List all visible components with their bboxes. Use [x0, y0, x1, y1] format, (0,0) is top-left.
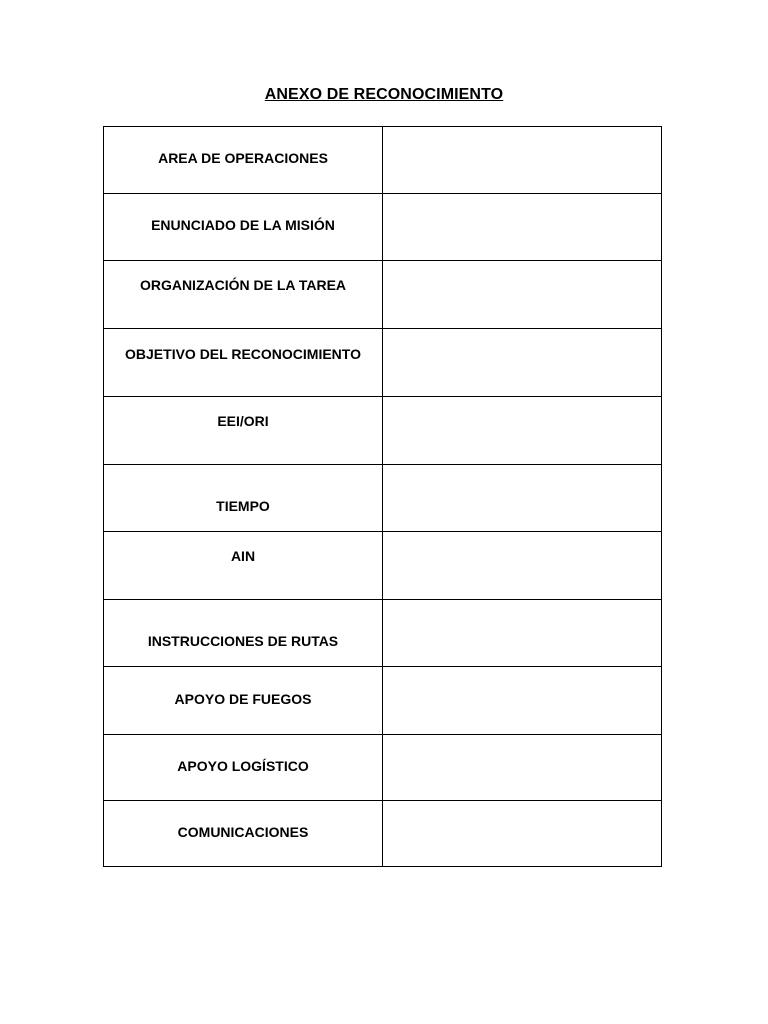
- reconnaissance-form-table: [103, 126, 662, 867]
- table-row: [104, 397, 662, 465]
- table-row: [104, 261, 662, 329]
- row-label: ORGANIZACIÓN DE LA TAREA: [139, 277, 347, 293]
- row-label: INSTRUCCIONES DE RUTAS: [147, 633, 339, 649]
- row-label: AREA DE OPERACIONES: [158, 150, 328, 166]
- table-row: [104, 194, 662, 261]
- row-label-cell: [104, 532, 383, 600]
- row-label: APOYO DE FUEGOS: [174, 691, 312, 707]
- row-label-cell: [104, 329, 383, 397]
- row-label: OBJETIVO DEL RECONOCIMIENTO: [125, 346, 361, 362]
- document-title: ANEXO DE RECONOCIMIENTO: [264, 86, 504, 103]
- table-row: [104, 667, 662, 735]
- table-row: [104, 801, 662, 867]
- row-value-cell[interactable]: [383, 532, 662, 600]
- table-row: [104, 532, 662, 600]
- row-label-cell: [104, 127, 383, 194]
- row-label-cell: [104, 261, 383, 329]
- table-row: [104, 127, 662, 194]
- row-value-cell[interactable]: [383, 127, 662, 194]
- row-label: APOYO LOGÍSTICO: [177, 758, 309, 774]
- row-value-cell[interactable]: [383, 194, 662, 261]
- row-label-cell: [104, 465, 383, 532]
- row-value-cell[interactable]: [383, 735, 662, 801]
- row-label-cell: [104, 397, 383, 465]
- row-label-cell: [104, 600, 383, 667]
- row-value-cell[interactable]: [383, 801, 662, 867]
- row-value-cell[interactable]: [383, 465, 662, 532]
- row-label-cell: [104, 667, 383, 735]
- table-row: [104, 735, 662, 801]
- row-value-cell[interactable]: [383, 397, 662, 465]
- row-label: AIN: [230, 548, 256, 564]
- row-label: ENUNCIADO DE LA MISIÓN: [151, 217, 335, 233]
- row-value-cell[interactable]: [383, 329, 662, 397]
- row-label: EEI/ORI: [217, 413, 269, 429]
- row-label-cell: [104, 194, 383, 261]
- row-label-cell: [104, 735, 383, 801]
- row-value-cell[interactable]: [383, 261, 662, 329]
- row-label: TIEMPO: [216, 498, 270, 514]
- row-value-cell[interactable]: [383, 600, 662, 667]
- row-label: COMUNICACIONES: [177, 824, 309, 840]
- table-row: [104, 465, 662, 532]
- row-value-cell[interactable]: [383, 667, 662, 735]
- table-row: [104, 600, 662, 667]
- row-label-cell: [104, 801, 383, 867]
- table-row: [104, 329, 662, 397]
